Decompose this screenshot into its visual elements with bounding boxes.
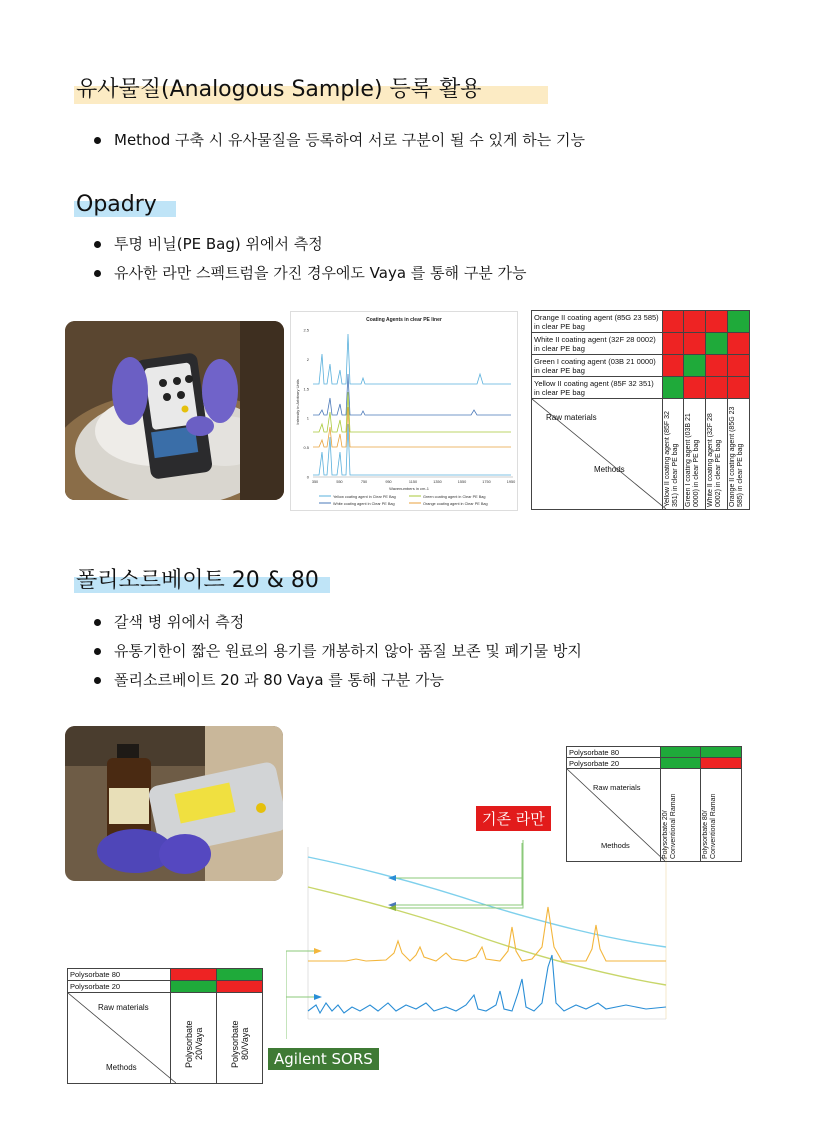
- matrix-col-header: Polysorbate 80/ Conventional Raman: [701, 769, 742, 862]
- matrix-cell: [684, 311, 706, 333]
- y-tick-label: 2.5: [303, 327, 309, 333]
- matrix-cell: [217, 969, 263, 981]
- raw-materials-label: Raw materials: [546, 413, 597, 422]
- x-tick-label: 950: [385, 480, 392, 484]
- section-title-opadry: Opadry: [76, 192, 157, 217]
- spectrum-orange: [313, 407, 511, 447]
- x-tick-labels: [312, 480, 515, 484]
- photo-illustration: [65, 726, 283, 881]
- bullet-item: 갈색 병 위에서 측정: [92, 608, 582, 637]
- matrix-cell: [660, 747, 701, 758]
- chart-xlabel: Wavenumbers in cm-1: [389, 486, 429, 491]
- matrix-corner: [567, 769, 661, 862]
- bullet-item: 폴리소르베이트 20 과 80 Vaya 를 통해 구분 가능: [92, 666, 582, 695]
- matrix-corner: [68, 993, 171, 1084]
- raw-materials-label: Raw materials: [98, 1003, 149, 1012]
- x-tick-label: 1150: [408, 480, 418, 484]
- matrix-cell: [660, 758, 701, 769]
- bullet-item: 유사한 라만 스펙트럼을 가진 경우에도 Vaya 를 통해 구분 가능: [92, 259, 527, 288]
- matrix-cell: [662, 311, 684, 333]
- matrix-cell: [171, 981, 217, 993]
- matrix-row-label: Orange II coating agent (85G 23 585) in clear PE bag: [532, 311, 663, 333]
- matrix-row-label: White II coating agent (32F 28 0002) in clear PE bag: [532, 333, 663, 355]
- matrix-header-row: [567, 769, 742, 862]
- matrix-cell: [728, 333, 750, 355]
- arrow-line-cyan: [394, 840, 523, 878]
- matrix-row-label: Polysorbate 80: [68, 969, 171, 981]
- legend-entry: Orange coating agent in Clear PE Bag: [423, 502, 488, 506]
- matrix-row-label: Green I coating agent (03B 21 0000) in clear PE bag: [532, 355, 663, 377]
- matrix-row: [68, 969, 263, 981]
- x-tick-label: 1750: [482, 480, 491, 484]
- matrix-corner: [532, 399, 663, 510]
- legend-entry: White coating agent in Clear PE Bag: [333, 502, 395, 506]
- spectrum-white: [313, 374, 511, 415]
- y-tick-label: 1: [306, 415, 309, 421]
- chart-ylabel: Intensity in Arbitrary Units: [295, 379, 300, 425]
- matrix-row: [567, 758, 742, 769]
- matrix-row: [567, 747, 742, 758]
- section1-bullets: [92, 126, 585, 155]
- matrix-cell: [684, 377, 706, 399]
- spectrum-green: [313, 392, 511, 432]
- opadry-spectrum-svg: [291, 312, 517, 510]
- callout-agilent-sors: Agilent SORS: [268, 1048, 379, 1070]
- matrix-row-label: Polysorbate 20: [68, 981, 171, 993]
- opadry-spectrum-chart: [290, 311, 518, 511]
- conventional-result-matrix: [566, 746, 742, 862]
- legend-entry: Yellow coating agent in Clear PE Bag: [333, 495, 396, 499]
- matrix-row-label: Polysorbate 20: [567, 758, 661, 769]
- matrix-col-header: Green I coating agent (03B 21 0000) in clear PE bag: [684, 399, 706, 510]
- arrow-head: [388, 905, 396, 911]
- methods-label: Methods: [601, 841, 630, 850]
- matrix-row: [532, 311, 750, 333]
- matrix-row-label: Yellow II coating agent (85F 32 351) in clear PE bag: [532, 377, 663, 399]
- matrix-cell: [706, 377, 728, 399]
- sors-spectrum-blue: [308, 955, 666, 1013]
- bullet-item: Method 구축 시 유사물질을 등록하여 서로 구분이 될 수 있게 하는 기능: [92, 126, 585, 155]
- opadry-matrix-table: [531, 310, 750, 510]
- matrix-row: [532, 333, 750, 355]
- chart-title: Coating Agents in clear PE liner: [366, 317, 442, 323]
- opadry-result-matrix: [531, 310, 750, 510]
- x-tick-label: 350: [311, 480, 319, 484]
- conventional-arrows: [380, 840, 530, 920]
- arrow-line-olive: [394, 878, 523, 908]
- matrix-cell: [684, 333, 706, 355]
- matrix-cell: [706, 355, 728, 377]
- matrix-header-row: [532, 399, 750, 510]
- matrix-cell: [728, 377, 750, 399]
- y-tick-label: 0.5: [303, 445, 309, 451]
- matrix-cell: [171, 969, 217, 981]
- matrix-col-header: Orange II coating agent (85G 23 585) in clear PE bag: [728, 399, 750, 510]
- section-title-polysorbate: 폴리소르베이트 20 & 80: [76, 568, 319, 593]
- matrix-cell: [701, 747, 742, 758]
- spectrum-yellow: [313, 334, 511, 384]
- matrix-cell: [728, 355, 750, 377]
- matrix-row: [532, 377, 750, 399]
- conventional-matrix-table: [566, 746, 742, 862]
- matrix-cell: [706, 311, 728, 333]
- matrix-row: [532, 355, 750, 377]
- photo-opadry-measurement: [65, 321, 284, 500]
- x-tick-label: 750: [360, 480, 368, 484]
- photo-polysorbate-measurement: [65, 726, 283, 881]
- x-tick-label: 1950: [506, 480, 516, 484]
- matrix-col-header: Polysorbate 20/Vaya: [171, 993, 217, 1084]
- vaya-result-matrix: [67, 968, 263, 1084]
- x-tick-label: 1550: [457, 480, 467, 484]
- bullet-item: 유통기한이 짧은 원료의 용기를 개봉하지 않아 품질 보존 및 폐기물 방지: [92, 637, 582, 666]
- matrix-row-label: Polysorbate 80: [567, 747, 661, 758]
- raw-materials-label: Raw materials: [593, 783, 641, 792]
- matrix-cell: [662, 333, 684, 355]
- matrix-cell: [684, 355, 706, 377]
- y-tick-label: 0: [306, 474, 309, 480]
- photo-illustration: [65, 321, 284, 500]
- matrix-cell: [662, 355, 684, 377]
- matrix-cell: [701, 758, 742, 769]
- section-title-analogous: 유사물질(Analogous Sample) 등록 활용: [76, 77, 482, 102]
- matrix-cell: [728, 311, 750, 333]
- matrix-col-header: Polysorbate 80/Vaya: [217, 993, 263, 1084]
- y-tick-label: 2: [306, 356, 309, 362]
- matrix-col-header: Polysorbate 20/ Conventional Raman: [660, 769, 701, 862]
- matrix-cell: [217, 981, 263, 993]
- arrow-head: [314, 948, 322, 954]
- callout-connector-sors: [286, 951, 316, 1039]
- bullet-item: 투명 비닐(PE Bag) 위에서 측정: [92, 230, 527, 259]
- vaya-matrix-table: [67, 968, 263, 1084]
- section3-bullets: [92, 608, 582, 695]
- y-tick-labels: [303, 328, 309, 480]
- legend-entry: Green coating agent in Clear PE Bag: [423, 495, 486, 499]
- arrow-head: [314, 994, 322, 1000]
- matrix-col-header: White II coating agent (32F 28 0002) in clear PE bag: [706, 399, 728, 510]
- section2-bullets: [92, 230, 527, 288]
- matrix-header-row: [68, 993, 263, 1084]
- matrix-row: [68, 981, 263, 993]
- x-tick-label: 550: [336, 480, 343, 484]
- matrix-col-header: Yellow II coating agent (85F 32 351) in clear PE bag: [662, 399, 684, 510]
- arrow-head: [388, 875, 396, 881]
- y-tick-label: 1.5: [303, 386, 309, 392]
- methods-label: Methods: [594, 465, 625, 474]
- callout-conventional-raman: 기존 라만: [476, 806, 551, 831]
- matrix-cell: [706, 333, 728, 355]
- x-tick-label: 1350: [433, 480, 442, 484]
- matrix-cell: [662, 377, 684, 399]
- methods-label: Methods: [106, 1063, 137, 1072]
